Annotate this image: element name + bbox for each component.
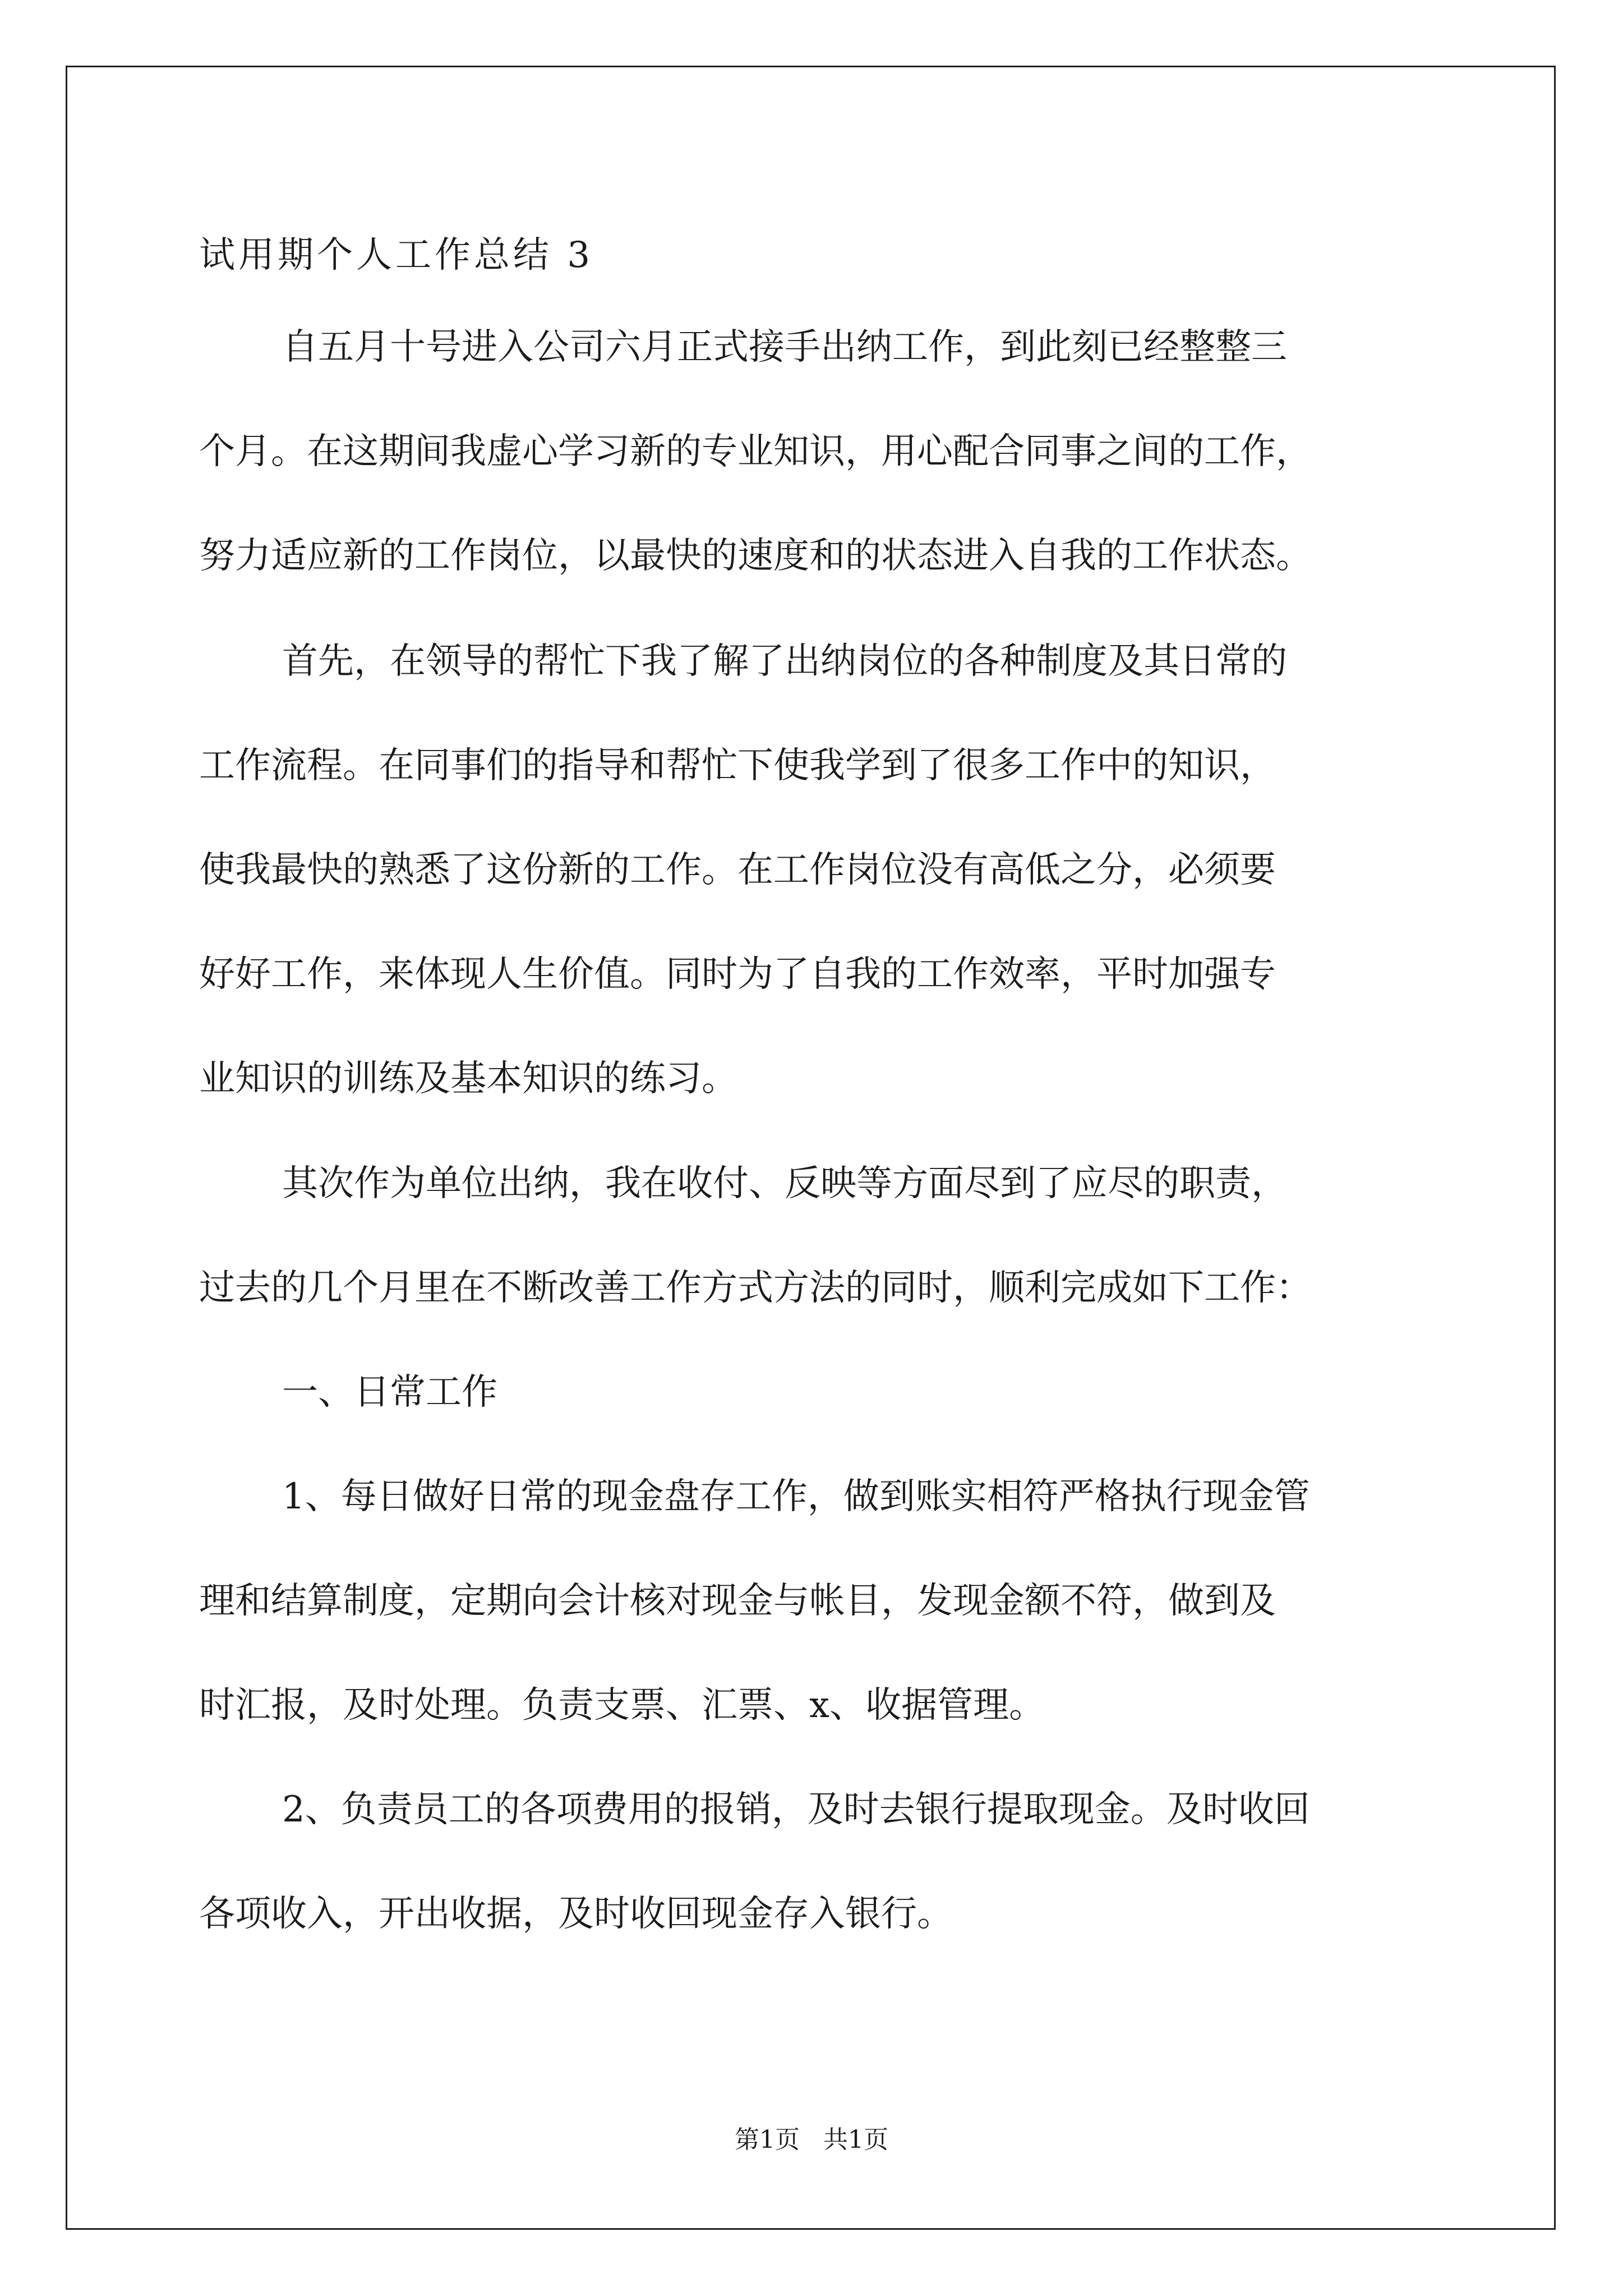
paragraph-line: 2、负责员工的各项费用的报销，及时去银行提取现金。及时收回 [282, 1789, 1310, 1830]
list-item-2 [199, 1757, 1427, 1966]
list-item-1 [199, 1444, 1427, 1757]
paragraph-line: 自五月十号进入公司六月正式接手出纳工作，到此刻已经整整三 [282, 326, 1287, 368]
paragraph-line: 使我最快的熟悉了这份新的工作。在工作岗位没有高低之分，必须要 [199, 849, 1276, 891]
paragraph-line: 1、每日做好日常的现金盘存工作，做到账实相符严格执行现金管 [282, 1476, 1310, 1517]
section-heading [199, 1340, 1427, 1444]
section-heading-line: 一、日常工作 [282, 1372, 497, 1413]
paragraph-line: 时汇报，及时处理。负责支票、汇票、x、收据管理。 [199, 1685, 1045, 1726]
paragraph-line: 理和结算制度，定期向会计核对现金与帐目，发现金额不符，做到及 [199, 1580, 1276, 1622]
paragraph-line: 业知识的训练及基本知识的练习。 [199, 1058, 737, 1099]
paragraph-line: 其次作为单位出纳，我在收付、反映等方面尽到了应尽的职责， [282, 1163, 1287, 1204]
document-title: 试用期个人工作总结 3 [199, 234, 594, 276]
paragraph-line: 好好工作，来体现人生价值。同时为了自我的工作效率，平时加强专 [199, 954, 1276, 995]
paragraph-line: 过去的几个月里在不断改善工作方式方法的同时，顺利完成如下工作： [199, 1267, 1312, 1309]
paragraph-line: 努力适应新的工作岗位，以最快的速度和的状态进入自我的工作状态。 [199, 535, 1312, 577]
paragraph-line: 个月。在这期间我虚心学习新的专业知识，用心配合同事之间的工作， [199, 431, 1312, 472]
paragraph-intro [199, 295, 1427, 608]
paragraph-line: 各项收入，开出收据，及时收回现金存入银行。 [199, 1893, 953, 1935]
paragraph-line: 工作流程。在同事们的指导和帮忙下使我学到了很多工作中的知识， [199, 745, 1276, 786]
paragraph-line: 首先，在领导的帮忙下我了解了出纳岗位的各种制度及其日常的 [282, 641, 1287, 682]
paragraph-first [199, 609, 1427, 1131]
page-footer: 第1页 共1页 [735, 2125, 888, 2154]
paragraph-second [199, 1131, 1427, 1340]
